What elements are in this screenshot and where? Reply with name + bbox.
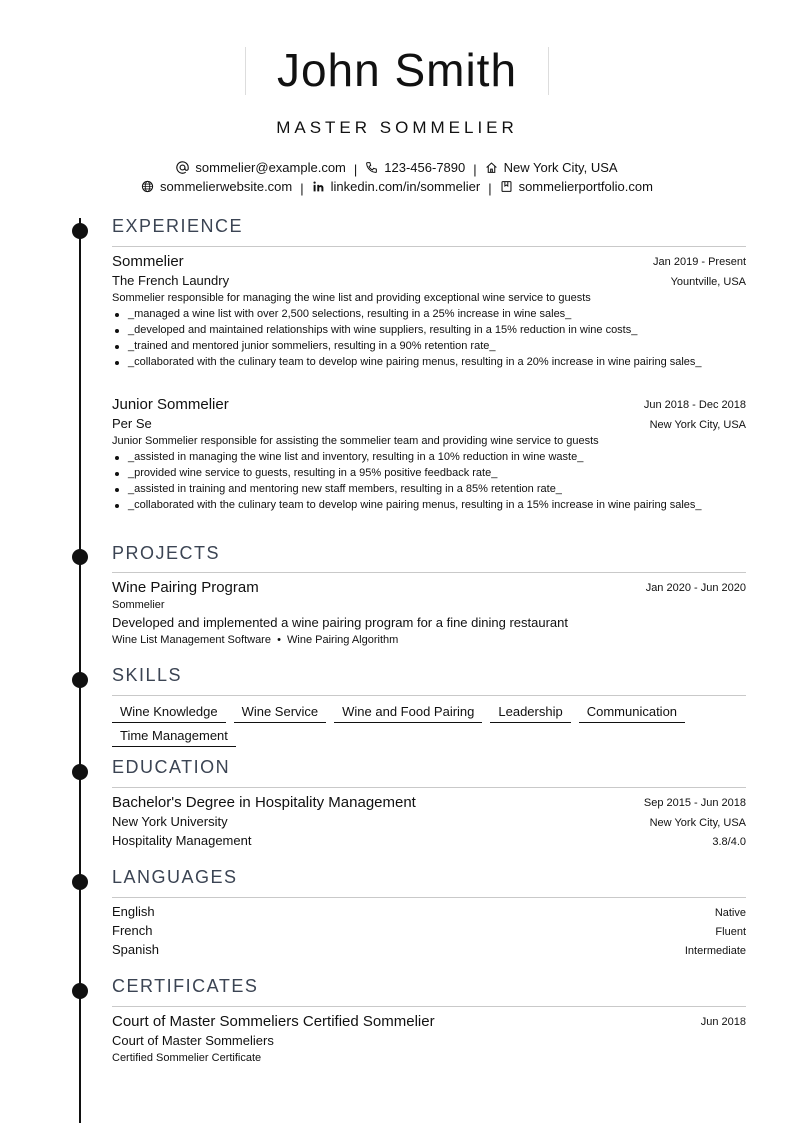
timeline-dot [72, 672, 88, 688]
skill-chip: Leadership [490, 704, 570, 723]
language-name: French [112, 923, 153, 938]
education-school: New York University [112, 814, 228, 829]
divider [112, 1006, 746, 1007]
job-role: Sommelier [112, 253, 184, 270]
list-item: _collaborated with the culinary team to develop wine pairing menus, resulting in a 20% increase in wine pairing sales_ [112, 356, 746, 369]
linkedin-icon [312, 180, 325, 193]
job-title: MASTER SOMMELIER [276, 118, 518, 137]
certificate-issuer: Court of Master Sommeliers [112, 1033, 274, 1048]
education-degree: Bachelor's Degree in Hospitality Management [112, 794, 416, 811]
skills-list [112, 703, 752, 751]
section-title-skills: SKILLS [112, 665, 183, 685]
job-bullets [112, 451, 746, 515]
home-icon [485, 161, 498, 174]
name-block [245, 44, 549, 96]
language-level: Fluent [715, 926, 746, 938]
section-title-education: EDUCATION [112, 757, 231, 777]
candidate-name: John Smith [276, 44, 518, 96]
job-dates: Jun 2018 - Dec 2018 [643, 399, 746, 411]
contact-row-1 [0, 160, 794, 177]
certificate-name: Court of Master Sommeliers Certified Sommelier [112, 1013, 435, 1030]
contact-location: New York City, USA [485, 160, 618, 175]
project-description: Developed and implemented a wine pairing program for a fine dining restaurant [112, 615, 568, 630]
job-location: Yountville, USA [670, 276, 746, 288]
skill-chip: Communication [579, 704, 685, 723]
at-icon [176, 161, 189, 174]
skill-chip: Wine Service [234, 704, 327, 723]
divider [112, 246, 746, 247]
contact-website[interactable]: sommelierwebsite.com [141, 179, 292, 194]
project-role: Sommelier [112, 599, 165, 611]
language-level: Native [714, 907, 746, 919]
certificate-detail: Certified Sommelier Certificate [112, 1052, 262, 1064]
contact-row-2 [0, 179, 794, 196]
list-item: _provided wine service to guests, resulting in a 95% positive feedback rate_ [112, 467, 746, 480]
separator: | [488, 181, 492, 196]
globe-icon [141, 180, 154, 193]
language-name: Spanish [112, 942, 159, 957]
divider [112, 572, 746, 573]
job-company: Per Se [112, 416, 152, 431]
timeline-dot [72, 764, 88, 780]
timeline-dot [72, 549, 88, 565]
skill-chip: Wine and Food Pairing [334, 704, 482, 723]
divider [112, 787, 746, 788]
section-title-certificates: CERTIFICATES [112, 976, 259, 996]
list-item: _collaborated with the culinary team to develop wine pairing menus, resulting in a 15% increase in wine pairing sales_ [112, 499, 746, 512]
contact-phone[interactable]: 123-456-7890 [365, 160, 465, 175]
separator: | [473, 162, 477, 177]
divider [112, 897, 746, 898]
separator: | [300, 181, 304, 196]
skill-chip: Time Management [112, 728, 236, 747]
language-name: English [112, 904, 155, 919]
contact-linkedin[interactable]: linkedin.com/in/sommelier [312, 179, 481, 194]
education-location: New York City, USA [649, 817, 746, 829]
list-item: _assisted in managing the wine list and inventory, resulting in a 10% reduction in wine waste_ [112, 451, 746, 464]
list-item: _developed and maintained relationships with wine suppliers, resulting in a 15% reduction in wine costs_ [112, 324, 746, 337]
language-level: Intermediate [684, 945, 746, 957]
education-field: Hospitality Management [112, 833, 252, 848]
phone-icon [365, 161, 378, 174]
job-bullets [112, 308, 746, 372]
section-title-projects: PROJECTS [112, 543, 221, 563]
education-dates: Sep 2015 - Jun 2018 [643, 797, 746, 809]
job-role: Junior Sommelier [112, 396, 229, 413]
contact-portfolio[interactable]: sommelierportfolio.com [500, 179, 653, 194]
job-location: New York City, USA [649, 419, 746, 431]
education-gpa: 3.8/4.0 [712, 836, 746, 848]
job-summary: Junior Sommelier responsible for assisting the sommelier team and providing wine service to guests [112, 435, 599, 447]
portfolio-icon [500, 180, 513, 193]
list-item: _managed a wine list with over 2,500 selections, resulting in a 25% increase in wine sales_ [112, 308, 746, 321]
job-company: The French Laundry [112, 273, 230, 288]
list-item: _trained and mentored junior sommeliers, resulting in a 90% retention rate_ [112, 340, 746, 353]
skill-chip: Wine Knowledge [112, 704, 226, 723]
list-item: _assisted in training and mentoring new staff members, resulting in a 85% retention rate_ [112, 483, 746, 496]
section-title-experience: EXPERIENCE [112, 216, 244, 236]
timeline-dot [72, 874, 88, 890]
certificate-date: Jun 2018 [700, 1016, 746, 1028]
separator: | [353, 162, 358, 177]
project-keywords: Wine List Management Software • Wine Pairing Algorithm [112, 634, 399, 646]
job-dates: Jan 2019 - Present [653, 256, 746, 268]
job-summary: Sommelier responsible for managing the wine list and providing exceptional wine service to guests [112, 292, 591, 304]
timeline-dot [72, 223, 88, 239]
timeline-dot [72, 983, 88, 999]
project-dates: Jan 2020 - Jun 2020 [645, 582, 746, 594]
project-name: Wine Pairing Program [112, 579, 259, 596]
divider [112, 695, 746, 696]
section-title-languages: LANGUAGES [112, 867, 238, 887]
contact-email[interactable]: sommelier@example.com [176, 160, 345, 175]
